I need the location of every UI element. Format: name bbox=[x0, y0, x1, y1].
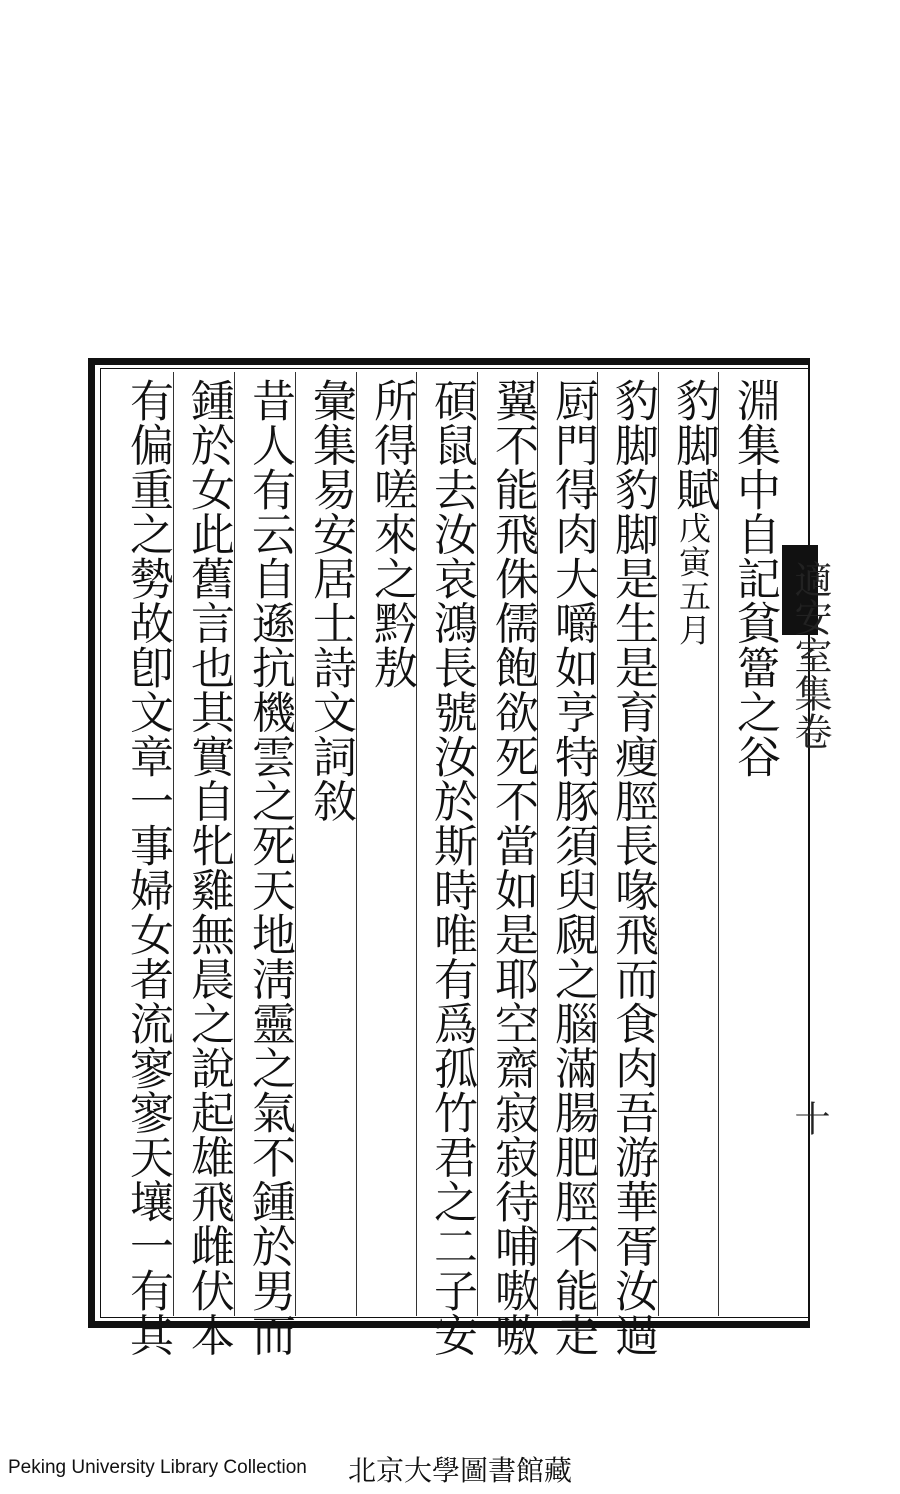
preface-title-column: 彙集易安居士詩文詞敘 bbox=[305, 378, 356, 823]
gutter-book-title: 適安室集卷 bbox=[788, 560, 832, 750]
text-column-11: 有偏重之勢故卽文章一事婦女者流寥寥天壤一有其 bbox=[122, 378, 173, 1357]
text-column-9: 昔人有云自遜抗機雲之死天地淸靈之氣不鍾於男而 bbox=[244, 378, 295, 1357]
text-column-6: 碩鼠去汝哀鴻長號汝於斯時唯有爲孤竹君之二子安 bbox=[426, 378, 477, 1357]
library-credit-english: Peking University Library Collection bbox=[8, 1457, 307, 1478]
text-column-10: 鍾於女此舊言也其實自牝雞無晨之說起雄飛雌伏本 bbox=[183, 378, 234, 1357]
folio-number: 十 bbox=[789, 1100, 830, 1136]
text-column-7: 所得嗟來之黔敖 bbox=[366, 378, 417, 690]
library-credit-chinese: 北京大學圖書館藏 bbox=[348, 1454, 573, 1487]
text-column-4: 厨門得肉大嚼如亨特豚須臾覛之腦滿腸肥脛不能走 bbox=[547, 378, 598, 1357]
essay-title-column bbox=[665, 378, 721, 648]
essay-title: 豹脚賦 bbox=[668, 378, 719, 512]
text-column-1: 淵集中自記貧簹之谷 bbox=[729, 378, 780, 779]
text-column-3: 豹脚豹脚是生是育瘦脛長喙飛而食肉吾游華胥汝過 bbox=[607, 378, 658, 1357]
date-note: 戊寅五月 bbox=[674, 511, 712, 648]
text-column-5: 翼不能飛侏儒飽欲死不當如是耶空齋寂寂待哺嗷嗷 bbox=[487, 378, 538, 1357]
